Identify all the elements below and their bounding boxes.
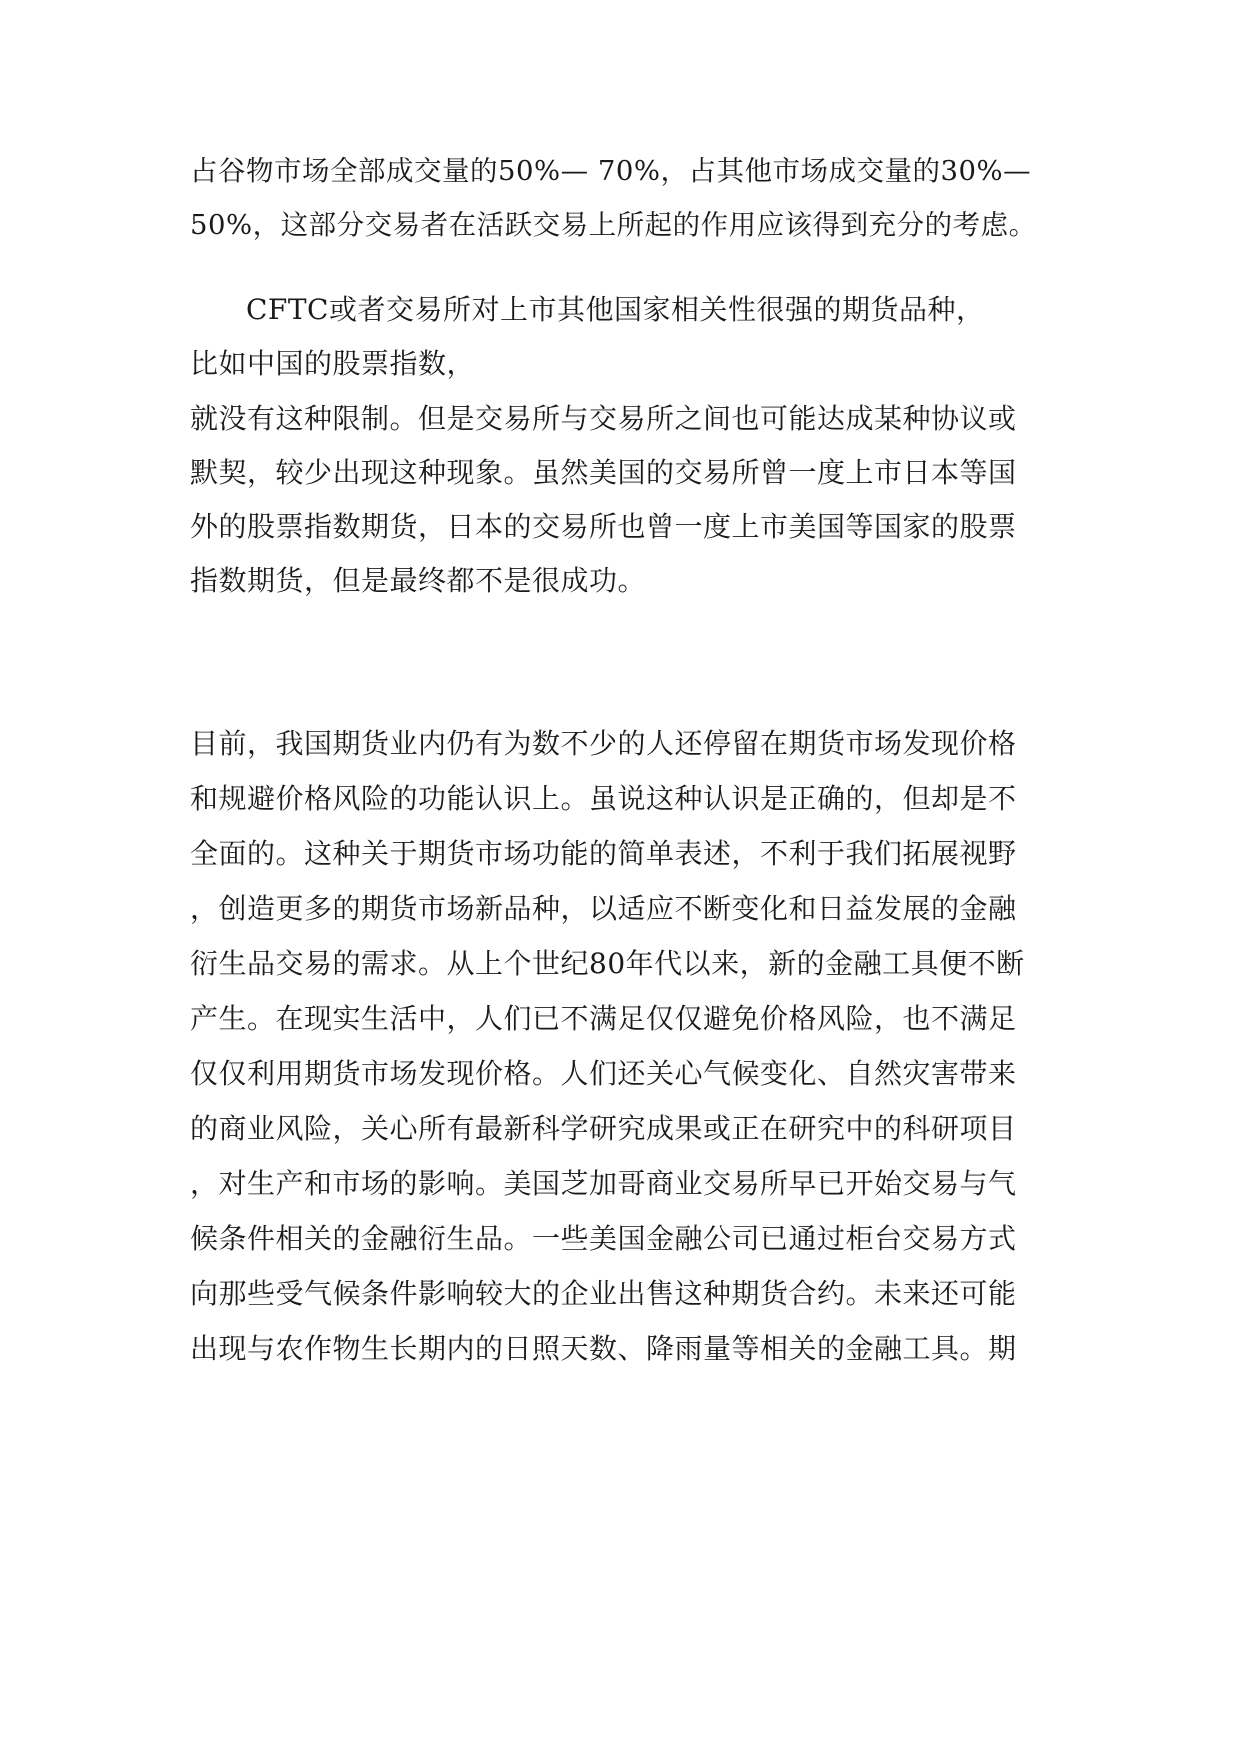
text-line: 向那些受气候条件影响较大的企业出售这种期货合约。未来还可能 <box>190 1277 1017 1310</box>
text-line: 50%，这部分交易者在活跃交易上所起的作用应该得到充分的考虑。 <box>190 209 1037 241</box>
text-line: 产生。在现实生活中，人们已不满足仅仅避免价格风险，也不满足 <box>190 1002 1017 1035</box>
text-line: 仅仅利用期货市场发现价格。人们还关心气候变化、自然灾害带来 <box>190 1057 1017 1090</box>
text-line: ，创造更多的期货市场新品种，以适应不断变化和日益发展的金融 <box>190 892 1017 925</box>
text-line: CFTC或者交易所对上市其他国家相关性很强的期货品种， <box>246 293 985 326</box>
text-line: 目前，我国期货业内仍有为数不少的人还停留在期货市场发现价格 <box>190 727 1017 760</box>
text-line: 外的股票指数期货，日本的交易所也曾一度上市美国等国家的股票 <box>190 510 1017 543</box>
text-line: ，对生产和市场的影响。美国芝加哥商业交易所早已开始交易与气 <box>190 1167 1017 1200</box>
text-line: 的商业风险，关心所有最新科学研究成果或正在研究中的科研项目 <box>190 1112 1017 1145</box>
text-line: 占谷物市场全部成交量的50%— 70%，占其他市场成交量的30%— <box>190 155 1032 187</box>
text-line: 就没有这种限制。但是交易所与交易所之间也可能达成某种协议或 <box>190 402 1017 435</box>
text-line: 全面的。这种关于期货市场功能的简单表述，不利于我们拓展视野 <box>190 837 1017 870</box>
text-line: 和规避价格风险的功能认识上。虽说这种认识是正确的，但却是不 <box>190 782 1017 815</box>
text-line: 出现与农作物生长期内的日照天数、降雨量等相关的金融工具。期 <box>190 1332 1017 1365</box>
text-line: 比如中国的股票指数， <box>190 347 476 380</box>
text-line: 指数期货，但是最终都不是很成功。 <box>190 564 647 597</box>
text-line: 默契，较少出现这种现象。虽然美国的交易所曾一度上市日本等国 <box>190 456 1017 489</box>
text-line: 衍生品交易的需求。从上个世纪80年代以来，新的金融工具便不断 <box>190 947 1025 980</box>
text-line: 候条件相关的金融衍生品。一些美国金融公司已通过柜台交易方式 <box>190 1222 1017 1255</box>
